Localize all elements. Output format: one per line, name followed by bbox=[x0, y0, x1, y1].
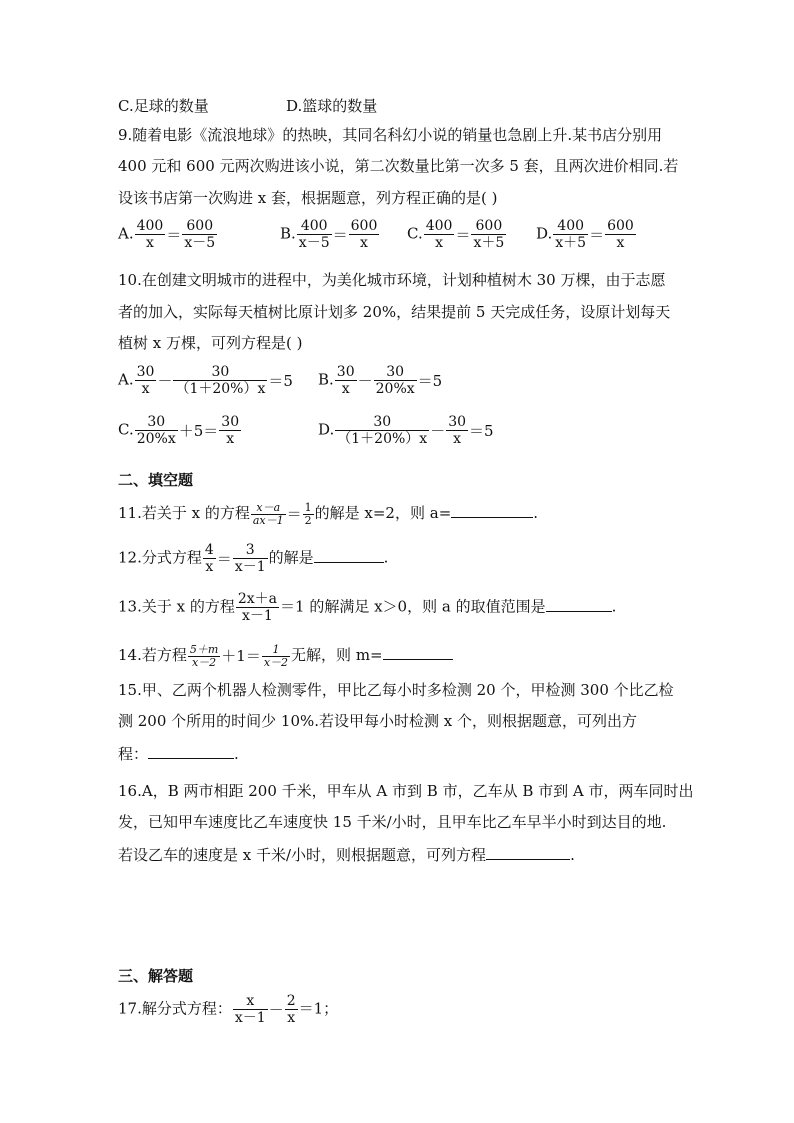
q16-line-3: 若设乙车的速度是 x 千米/小时，则根据题意，可列方程 . bbox=[118, 843, 575, 865]
q9-line-2: 400 元和 600 元两次购进该小说，第二次数量比第一次多 5 套，且两次进价相同.若 bbox=[118, 157, 679, 175]
q9-line-1: 9.随着电影《流浪地球》的热映，其同名科幻小说的销量也急剧上升.某书店分别用 bbox=[118, 126, 663, 144]
q13-answer-blank[interactable] bbox=[546, 595, 612, 612]
q9-option-d: D. $\frac{400}{x+5}$ ＝ $\frac{600}{x}$ bbox=[536, 218, 634, 251]
q9-option-b: B. $\frac{400}{x-5}$ ＝ $\frac{600}{x}$ bbox=[280, 218, 378, 251]
q12-answer-blank[interactable] bbox=[314, 546, 384, 563]
q14-answer-blank[interactable] bbox=[383, 643, 453, 660]
q16-line-2: 发，已知甲车速度比乙车速度快 15 千米/小时，且甲车比乙车早半小时到达目的地. bbox=[118, 813, 667, 831]
q8-option-c: C.足球的数量 bbox=[118, 97, 209, 115]
q15-line-1: 15.甲、乙两个机器人检测零件，甲比乙每小时多检测 20 个，甲检测 300 个比乙检 bbox=[118, 681, 674, 699]
q10-option-b: B. $\frac{30}{x}$ － $\frac{30}{20\%x}$ ＝5 bbox=[318, 364, 443, 397]
q16-line-1: 16.A，B 两市相距 200 千米，甲车从 A 市到 B 市，乙车从 B 市到 A 市，两车同时出 bbox=[118, 782, 694, 800]
q8-option-d: D.篮球的数量 bbox=[286, 97, 378, 115]
q9-option-c: C. $\frac{400}{x}$ ＝ $\frac{600}{x+5}$ bbox=[407, 218, 505, 251]
section-solve-heading: 三、解答题 bbox=[118, 967, 194, 985]
q10-line-2: 者的加入，实际每天植树比原计划多 20%，结果提前 5 天完成任务，设原计划每天 bbox=[118, 303, 671, 321]
q10-option-a: A. $\frac{30}{x}$ － $\frac{30}{(1+20\%)x}$ ＝5 bbox=[118, 364, 293, 397]
q10-option-d: D. $\frac{30}{(1+20\%)x}$ － $\frac{30}{x}$ ＝5 bbox=[318, 414, 494, 447]
q15-answer-blank[interactable] bbox=[148, 742, 234, 759]
q14: 14.若方程 $\frac{5+m}{x-2}$ ＋1＝ $\frac{1}{x-2}$ 无解，则 m= bbox=[118, 643, 453, 669]
q15-line-3: 程： . bbox=[118, 742, 239, 764]
q12: 12.分式方程 $\frac{4}{x}$ ＝ $\frac{3}{x-1}$ 的解是 . bbox=[118, 542, 389, 575]
q16-answer-blank[interactable] bbox=[486, 843, 570, 860]
q13: 13.关于 x 的方程 $\frac{2x+a}{x-1}$ ＝1 的解满足 x＞0，则 a 的取值范围是 . bbox=[118, 591, 617, 624]
q9-option-a: A. $\frac{400}{x}$ ＝ $\frac{600}{x-5}$ bbox=[118, 218, 216, 251]
q11: 11.若关于 x 的方程 $\frac{x-a}{ax-1}$ ＝ $\frac{1}{2}$ 的解是 x=2，则 a= . bbox=[118, 500, 539, 527]
q11-answer-blank[interactable] bbox=[451, 501, 533, 518]
section-fill-in-heading: 二、填空题 bbox=[118, 471, 194, 489]
q10-line-3: 植树 x 万棵，可列方程是( ) bbox=[118, 334, 303, 352]
q10-option-c: C. $\frac{30}{20\%x}$ ＋5＝ $\frac{30}{x}$ bbox=[118, 414, 240, 447]
q10-line-1: 10.在创建文明城市的进程中，为美化城市环境，计划种植树木 30 万棵，由于志愿 bbox=[118, 271, 666, 289]
q9-line-3: 设该书店第一次购进 x 套，根据题意，列方程正确的是( ) bbox=[118, 189, 498, 207]
q17: 17.解分式方程： $\frac{x}{x-1}$ － $\frac{2}{x}$ ＝1； bbox=[118, 993, 339, 1026]
q15-line-2: 测 200 个所用的时间少 10%.若设甲每小时检测 x 个，则根据题意，可列出方 bbox=[118, 712, 638, 730]
